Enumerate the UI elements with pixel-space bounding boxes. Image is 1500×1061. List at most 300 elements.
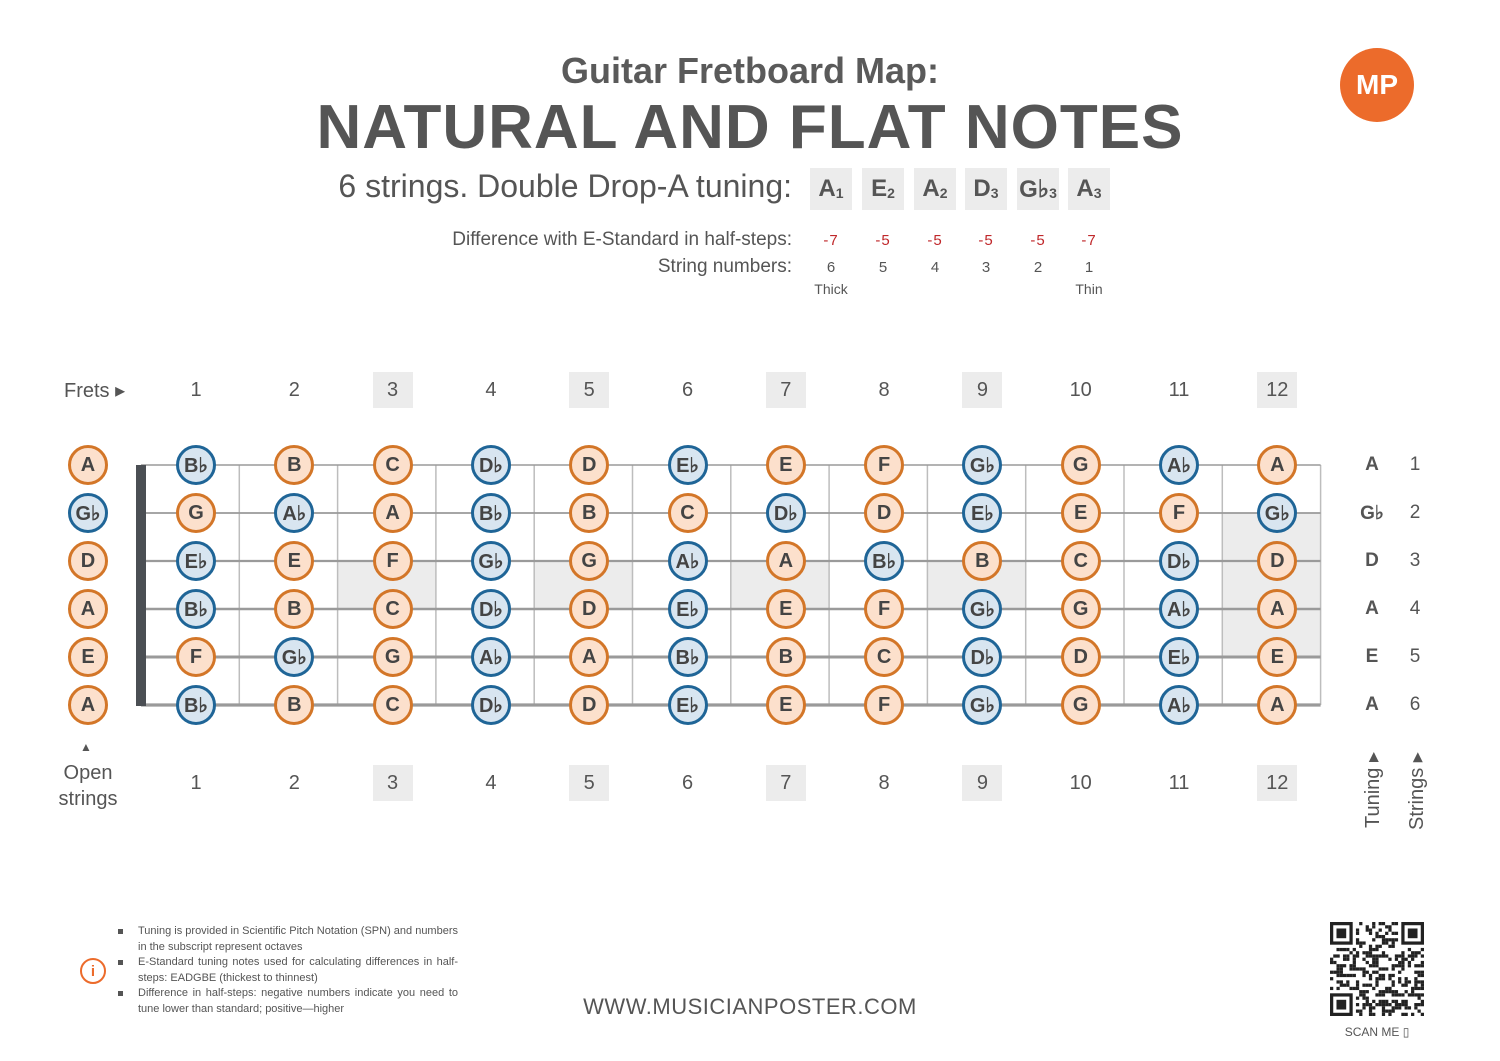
- qr-module: [1369, 928, 1372, 931]
- qr-module: [1398, 964, 1401, 967]
- qr-module: [1356, 951, 1359, 954]
- fret-number: 9: [962, 765, 1002, 801]
- fret-note: E: [766, 685, 806, 725]
- fret-number: 4: [485, 379, 497, 401]
- qr-module: [1375, 1003, 1378, 1006]
- qr-module: [1385, 941, 1388, 944]
- qr-module: [1372, 948, 1375, 951]
- qr-module: [1330, 961, 1333, 964]
- qr-module: [1414, 993, 1417, 996]
- qr-module: [1414, 954, 1417, 957]
- qr-module: [1366, 961, 1369, 964]
- fret-number: 2: [288, 379, 300, 401]
- qr-module: [1398, 971, 1401, 974]
- qr-module: [1388, 958, 1391, 961]
- fret-number: 10: [1069, 772, 1092, 794]
- tuning-difference: -7: [823, 232, 839, 249]
- string-tuning-label: G♭: [1360, 503, 1384, 524]
- qr-module: [1398, 961, 1401, 964]
- fret-note: A♭: [668, 541, 708, 581]
- qr-module: [1340, 971, 1343, 974]
- qr-module: [1349, 951, 1352, 954]
- qr-module: [1388, 990, 1391, 993]
- qr-module: [1362, 1006, 1365, 1009]
- qr-module: [1372, 922, 1375, 925]
- fret-note: G♭: [962, 445, 1002, 485]
- qr-module: [1421, 964, 1424, 967]
- fret-note: E♭: [668, 589, 708, 629]
- qr-module: [1346, 984, 1349, 987]
- fret-note: B♭: [176, 445, 216, 485]
- qr-module: [1382, 1006, 1385, 1009]
- logo-text: MP: [1356, 69, 1398, 100]
- qr-module: [1421, 971, 1424, 974]
- qr-module: [1359, 945, 1362, 948]
- footnote-item: Tuning is provided in Scientific Pitch Notation (SPN) and numbers in the subscript represent octaves: [118, 924, 458, 955]
- website-link[interactable]: WWW.MUSICIANPOSTER.COM: [583, 994, 917, 1019]
- qr-module: [1375, 980, 1378, 983]
- fret-note: B♭: [176, 589, 216, 629]
- fret-note: G: [176, 493, 216, 533]
- fret-note: B♭: [864, 541, 904, 581]
- qr-module: [1359, 967, 1362, 970]
- tuning-note: E: [871, 175, 888, 202]
- qr-module: [1385, 967, 1388, 970]
- qr-module: [1362, 967, 1365, 970]
- qr-module: [1382, 1013, 1385, 1016]
- qr-module: [1366, 925, 1369, 928]
- qr-module: [1392, 964, 1395, 967]
- qr-module: [1343, 984, 1346, 987]
- qr-module: [1349, 987, 1352, 990]
- qr-module: [1349, 964, 1352, 967]
- qr-module: [1359, 1010, 1362, 1013]
- fret-number: 3: [373, 765, 413, 801]
- tuning-octave: 1: [835, 185, 844, 201]
- qr-module: [1340, 948, 1343, 951]
- fret-number: 5: [569, 372, 609, 408]
- qr-module: [1372, 938, 1375, 941]
- qr-module: [1372, 1006, 1375, 1009]
- qr-module: [1353, 948, 1356, 951]
- qr-module: [1401, 1013, 1404, 1016]
- qr-module: [1353, 964, 1356, 967]
- qr-module: [1356, 941, 1359, 944]
- qr-module: [1362, 993, 1365, 996]
- qr-module: [1408, 948, 1411, 951]
- fret-number: 5: [569, 765, 609, 801]
- fret-note: G: [373, 637, 413, 677]
- fret-note: D♭: [471, 445, 511, 485]
- qr-module: [1359, 990, 1362, 993]
- tuning-octave: 2: [939, 185, 948, 201]
- qr-module: [1392, 1000, 1395, 1003]
- fret-note: E♭: [668, 445, 708, 485]
- qr-module: [1421, 1000, 1424, 1003]
- qr-module: [1382, 974, 1385, 977]
- tuning-note: A: [922, 175, 940, 202]
- qr-module: [1392, 980, 1395, 983]
- fret-note: C: [373, 589, 413, 629]
- fret-note: B: [274, 445, 314, 485]
- qr-module: [1366, 1003, 1369, 1006]
- qr-module: [1388, 945, 1391, 948]
- qr-module: [1375, 984, 1378, 987]
- tuning-difference: -7: [1081, 232, 1097, 249]
- fret-note: B♭: [668, 637, 708, 677]
- qr-module: [1375, 945, 1378, 948]
- qr-module: [1392, 922, 1395, 925]
- qr-module: [1353, 967, 1356, 970]
- qr-module: [1388, 925, 1391, 928]
- qr-module: [1385, 932, 1388, 935]
- qr-module: [1362, 971, 1365, 974]
- string-numbers-label: String numbers:: [657, 256, 792, 277]
- qr-module: [1395, 932, 1398, 935]
- fret-note: F: [864, 685, 904, 725]
- qr-module: [1369, 974, 1372, 977]
- fret-note: B: [274, 589, 314, 629]
- qr-module: [1372, 987, 1375, 990]
- qr-module: [1369, 1013, 1372, 1016]
- qr-module: [1388, 977, 1391, 980]
- qr-module: [1421, 1003, 1424, 1006]
- qr-module: [1353, 958, 1356, 961]
- fret-note: F: [1159, 493, 1199, 533]
- fret-note: G♭: [274, 637, 314, 677]
- string-tuning-label: E: [1365, 646, 1379, 667]
- qr-module: [1388, 974, 1391, 977]
- fret-note: F: [864, 445, 904, 485]
- qr-module: [1421, 1013, 1424, 1016]
- qr-module: [1346, 974, 1349, 977]
- fret-number: 8: [878, 379, 890, 401]
- qr-module: [1418, 987, 1421, 990]
- fret-note: B♭: [471, 493, 511, 533]
- qr-module: [1369, 945, 1372, 948]
- open-strings-label-line2: strings: [58, 788, 118, 810]
- qr-module: [1379, 977, 1382, 980]
- qr-module: [1362, 941, 1365, 944]
- fret-note: B♭: [176, 685, 216, 725]
- qr-module: [1349, 967, 1352, 970]
- qr-module: [1411, 1013, 1414, 1016]
- qr-module: [1418, 1003, 1421, 1006]
- qr-module: [1411, 987, 1414, 990]
- fret-note: E♭: [962, 493, 1002, 533]
- string-number: 6: [826, 259, 836, 276]
- qr-module: [1379, 993, 1382, 996]
- fret-note: G: [1061, 445, 1101, 485]
- fret-note: C: [668, 493, 708, 533]
- fret-note: E: [274, 541, 314, 581]
- qr-module: [1401, 951, 1404, 954]
- qr-module: [1362, 990, 1365, 993]
- qr-module: [1336, 964, 1339, 967]
- string-number-label: 2: [1409, 502, 1421, 523]
- fret-number: 9: [962, 372, 1002, 408]
- qr-module: [1418, 971, 1421, 974]
- qr-module: [1366, 990, 1369, 993]
- qr-module: [1395, 938, 1398, 941]
- strings-vertical-label: Strings ▸: [1406, 752, 1428, 830]
- info-icon: i: [80, 958, 106, 984]
- fret-note: G♭: [962, 685, 1002, 725]
- qr-module: [1362, 958, 1365, 961]
- fret-number: 8: [878, 772, 890, 794]
- fret-note: E: [1257, 637, 1297, 677]
- qr-module: [1356, 967, 1359, 970]
- qr-module: [1418, 993, 1421, 996]
- fret-note: A: [569, 637, 609, 677]
- qr-module: [1346, 980, 1349, 983]
- qr-module: [1359, 993, 1362, 996]
- qr-module: [1356, 954, 1359, 957]
- string-tuning-label: D: [1365, 550, 1379, 571]
- qr-module: [1385, 1010, 1388, 1013]
- qr-module: [1340, 974, 1343, 977]
- string-number: 3: [981, 259, 991, 276]
- qr-module: [1375, 971, 1378, 974]
- qr-module: [1395, 954, 1398, 957]
- qr-module: [1330, 971, 1333, 974]
- qr-module: [1388, 1013, 1391, 1016]
- qr-module: [1388, 928, 1391, 931]
- qr-module: [1395, 922, 1398, 925]
- qr-module: [1372, 958, 1375, 961]
- qr-module: [1356, 987, 1359, 990]
- fret-note: B: [766, 637, 806, 677]
- qr-module: [1392, 984, 1395, 987]
- qr-module: [1414, 1003, 1417, 1006]
- qr-module: [1340, 964, 1343, 967]
- qr-module: [1356, 997, 1359, 1000]
- qr-module: [1375, 935, 1378, 938]
- qr-module: [1356, 938, 1359, 941]
- qr-module: [1369, 1006, 1372, 1009]
- qr-module: [1343, 964, 1346, 967]
- tuning-label: 6 strings. Double Drop-A tuning:: [338, 168, 792, 204]
- fret-number: 10: [1069, 379, 1092, 401]
- qr-module: [1382, 967, 1385, 970]
- fret-note: E♭: [668, 685, 708, 725]
- qr-module: [1392, 993, 1395, 996]
- tuning-difference: -5: [1030, 232, 1046, 249]
- qr-module: [1414, 977, 1417, 980]
- qr-module: [1382, 977, 1385, 980]
- fretboard-lines: [136, 465, 1321, 706]
- open-string-note: A: [68, 685, 108, 725]
- qr-module: [1401, 954, 1404, 957]
- qr-module: [1343, 958, 1346, 961]
- fret-note: E: [766, 445, 806, 485]
- string-number-label: 4: [1409, 598, 1421, 619]
- fret-number: 3: [373, 372, 413, 408]
- fret-note: E: [1061, 493, 1101, 533]
- qr-module: [1372, 954, 1375, 957]
- qr-module: [1385, 987, 1388, 990]
- qr-module: [1333, 971, 1336, 974]
- qr-module: [1369, 1010, 1372, 1013]
- qr-module: [1405, 990, 1408, 993]
- fret-marker-shade: [1222, 513, 1320, 657]
- fret-number: 7: [766, 765, 806, 801]
- qr-module: [1392, 974, 1395, 977]
- qr-module: [1372, 1013, 1375, 1016]
- qr-module: [1366, 984, 1369, 987]
- qr-module: [1405, 984, 1408, 987]
- qr-module: [1333, 961, 1336, 964]
- qr-module: [1379, 974, 1382, 977]
- qr-module: [1366, 997, 1369, 1000]
- fret-note: D♭: [766, 493, 806, 533]
- qr-module: [1392, 990, 1395, 993]
- qr-module: [1382, 922, 1385, 925]
- qr-module: [1414, 964, 1417, 967]
- qr-module: [1343, 954, 1346, 957]
- qr-module: [1382, 1000, 1385, 1003]
- string-number: 4: [930, 259, 940, 276]
- fret-note: A: [766, 541, 806, 581]
- fret-note: E: [766, 589, 806, 629]
- fret-note: B: [274, 685, 314, 725]
- qr-module: [1330, 977, 1333, 980]
- qr-finder: [1336, 1000, 1346, 1010]
- qr-module: [1346, 958, 1349, 961]
- qr-module: [1388, 938, 1391, 941]
- qr-module: [1369, 1003, 1372, 1006]
- string-number: 5: [878, 259, 888, 276]
- qr-module: [1395, 1003, 1398, 1006]
- tuning-note: G♭: [1019, 175, 1050, 203]
- qr-module: [1366, 971, 1369, 974]
- qr-module: [1411, 990, 1414, 993]
- qr-module: [1392, 1010, 1395, 1013]
- frets-label: Frets ▸: [64, 380, 126, 402]
- qr-module: [1379, 990, 1382, 993]
- qr-module: [1382, 935, 1385, 938]
- qr-module: [1356, 1003, 1359, 1006]
- qr-module: [1340, 967, 1343, 970]
- fret-note: C: [864, 637, 904, 677]
- qr-module: [1372, 1000, 1375, 1003]
- string-number-label: 6: [1409, 694, 1421, 715]
- qr-module: [1385, 925, 1388, 928]
- qr-module: [1408, 954, 1411, 957]
- fret-note: F: [864, 589, 904, 629]
- qr-module: [1418, 980, 1421, 983]
- qr-module: [1372, 964, 1375, 967]
- qr-code[interactable]: [1330, 922, 1424, 1016]
- qr-module: [1392, 1006, 1395, 1009]
- qr-module: [1408, 980, 1411, 983]
- qr-module: [1336, 974, 1339, 977]
- fret-number: 12: [1257, 372, 1297, 408]
- tuning-difference: -5: [927, 232, 943, 249]
- qr-module: [1418, 951, 1421, 954]
- fret-note: A♭: [1159, 685, 1199, 725]
- qr-module: [1343, 974, 1346, 977]
- qr-module: [1408, 964, 1411, 967]
- fret-note: D: [1257, 541, 1297, 581]
- qr-module: [1330, 987, 1333, 990]
- fret-note: D♭: [1159, 541, 1199, 581]
- string-number-label: 1: [1409, 454, 1421, 475]
- scan-me-label: SCAN ME ▯: [1344, 1025, 1410, 1039]
- qr-module: [1366, 954, 1369, 957]
- qr-module: [1414, 1006, 1417, 1009]
- open-strings-label-line1: Open: [63, 762, 113, 784]
- qr-module: [1382, 941, 1385, 944]
- fret-note: D: [569, 589, 609, 629]
- qr-module: [1388, 1003, 1391, 1006]
- string-thickness-label: Thick: [814, 281, 848, 297]
- string-number-label: 5: [1409, 646, 1421, 667]
- qr-finder: [1408, 928, 1418, 938]
- fret-number: 1: [190, 379, 202, 401]
- fret-note: G: [569, 541, 609, 581]
- qr-module: [1369, 951, 1372, 954]
- qr-module: [1336, 954, 1339, 957]
- fret-note: A♭: [1159, 445, 1199, 485]
- difference-label: Difference with E-Standard in half-steps:: [452, 229, 792, 250]
- qr-module: [1382, 938, 1385, 941]
- qr-module: [1411, 958, 1414, 961]
- qr-module: [1382, 993, 1385, 996]
- string-tuning-label: A: [1365, 454, 1379, 475]
- qr-module: [1421, 987, 1424, 990]
- qr-module: [1398, 977, 1401, 980]
- qr-module: [1385, 1003, 1388, 1006]
- qr-module: [1382, 1003, 1385, 1006]
- footnote-item: Difference in half-steps: negative numbers indicate you need to tune lower than standard; positive—higher: [118, 986, 458, 1017]
- qr-module: [1392, 945, 1395, 948]
- qr-module: [1392, 941, 1395, 944]
- fret-note: G♭: [1257, 493, 1297, 533]
- qr-module: [1366, 951, 1369, 954]
- qr-module: [1353, 961, 1356, 964]
- tuning-octave: 2: [887, 185, 895, 201]
- tuning-note: A: [818, 175, 836, 202]
- qr-module: [1362, 974, 1365, 977]
- qr-module: [1411, 954, 1414, 957]
- page-title: NATURAL AND FLAT NOTES: [316, 93, 1184, 162]
- fret-number: 6: [681, 379, 694, 401]
- qr-module: [1405, 1006, 1408, 1009]
- qr-module: [1375, 948, 1378, 951]
- tuning-octave: 3: [990, 185, 999, 201]
- qr-module: [1401, 967, 1404, 970]
- fret-note: F: [373, 541, 413, 581]
- qr-module: [1369, 977, 1372, 980]
- fret-note: B: [962, 541, 1002, 581]
- fret-note: A♭: [274, 493, 314, 533]
- string-number: 2: [1033, 259, 1043, 276]
- qr-module: [1336, 967, 1339, 970]
- qr-module: [1395, 1000, 1398, 1003]
- qr-module: [1340, 980, 1343, 983]
- qr-module: [1411, 951, 1414, 954]
- string-number-label: 3: [1409, 550, 1421, 571]
- qr-module: [1414, 987, 1417, 990]
- qr-module: [1398, 980, 1401, 983]
- qr-module: [1392, 932, 1395, 935]
- qr-module: [1421, 984, 1424, 987]
- qr-module: [1421, 993, 1424, 996]
- qr-module: [1418, 1010, 1421, 1013]
- qr-module: [1401, 1000, 1404, 1003]
- fret-note: E♭: [1159, 637, 1199, 677]
